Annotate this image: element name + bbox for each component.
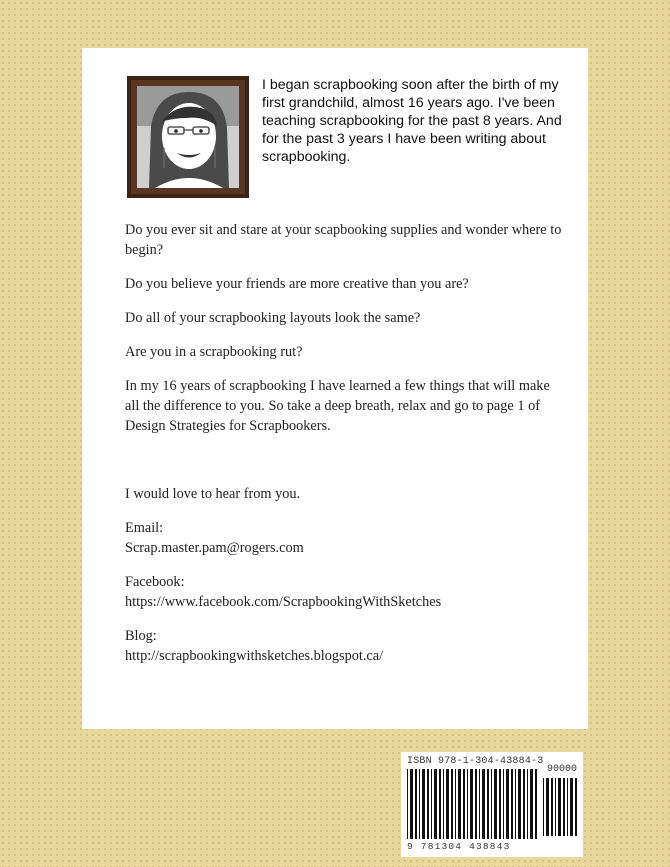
blog-link[interactable]: http://scrapbookingwithsketches.blogspot.ca/ <box>125 648 384 664</box>
email-link[interactable]: Scrap.master.pam@rogers.com <box>125 540 304 556</box>
barcode-bar <box>503 769 504 839</box>
barcode-bar <box>443 769 444 839</box>
question-2: Do you believe your friends are more creative than you are? <box>125 276 469 292</box>
author-photo <box>137 86 239 188</box>
barcode-bar <box>410 769 413 839</box>
back-cover-panel <box>82 48 588 729</box>
barcode-digits: 9 781304 438843 <box>407 841 511 852</box>
barcode-bar <box>446 769 449 839</box>
barcode-bar <box>458 769 461 839</box>
barcode-bar <box>535 769 537 839</box>
barcode-bar <box>506 769 509 839</box>
barcode-bar <box>499 769 501 839</box>
barcode-bar <box>439 769 441 839</box>
barcode-bar <box>523 769 525 839</box>
barcode-bar <box>407 769 408 839</box>
question-3: Do all of your scrapbooking layouts look the same? <box>125 310 421 326</box>
barcode-bar <box>543 778 544 836</box>
barcode-bar <box>518 769 521 839</box>
barcode-icon <box>407 769 539 839</box>
barcode-bar <box>470 769 473 839</box>
barcode-bar <box>467 769 468 839</box>
barcode-bar <box>479 769 480 839</box>
barcode-bar <box>431 769 432 839</box>
email-label: Email: <box>125 520 164 536</box>
barcode-bar <box>511 769 513 839</box>
barcode-bar <box>570 778 573 836</box>
facebook-link[interactable]: https://www.facebook.com/ScrapbookingWithSketches <box>125 594 442 610</box>
barcode-bar <box>427 769 429 839</box>
addon-barcode-icon <box>543 778 577 836</box>
barcode-bar <box>434 769 437 839</box>
barcode-bar <box>491 769 492 839</box>
barcode-bar <box>567 778 568 836</box>
question-1: Do you ever sit and stare at your scapbooking supplies and wonder where to begin? <box>125 222 562 258</box>
barcode-bar <box>494 769 497 839</box>
barcode-bar <box>415 769 417 839</box>
barcode-bar <box>451 769 453 839</box>
price-code: 90000 <box>546 764 577 775</box>
barcode-bar <box>563 778 565 836</box>
barcode-bar <box>422 769 425 839</box>
barcode-bar <box>546 778 549 836</box>
author-portrait-icon <box>137 86 239 188</box>
pitch-paragraph: In my 16 years of scrapbooking I have learned a few things that will make all the difference to you. So take a deep breath, relax and go to page 1 of Design Strategies for Scrapbookers. <box>125 378 550 434</box>
author-intro: I began scrapbooking soon after the birth of my first grandchild, almost 16 years ago. I've been teaching scrapbooking for the past 8 years. And for the past 3 years I have been writing about scrapbooking. <box>262 77 562 165</box>
barcode-bar <box>551 778 553 836</box>
barcode-bar <box>530 769 533 839</box>
question-4: Are you in a scrapbooking rut? <box>125 344 303 360</box>
barcode-bar <box>527 769 528 839</box>
barcode-bar <box>463 769 465 839</box>
blog-label: Blog: <box>125 628 157 644</box>
contact-invite: I would love to hear from you. <box>125 486 301 502</box>
isbn-label: ISBN 978-1-304-43884-3 <box>407 756 544 767</box>
barcode-bar <box>515 769 516 839</box>
isbn-barcode-box <box>401 752 583 857</box>
barcode-bar <box>558 778 561 836</box>
barcode-bar <box>575 778 577 836</box>
barcode-bar <box>455 769 456 839</box>
barcode-bar <box>487 769 489 839</box>
facebook-label: Facebook: <box>125 574 185 590</box>
barcode-bar <box>555 778 556 836</box>
author-photo-frame <box>127 76 249 198</box>
barcode-bar <box>482 769 485 839</box>
barcode-bar <box>419 769 420 839</box>
barcode-bar <box>475 769 477 839</box>
